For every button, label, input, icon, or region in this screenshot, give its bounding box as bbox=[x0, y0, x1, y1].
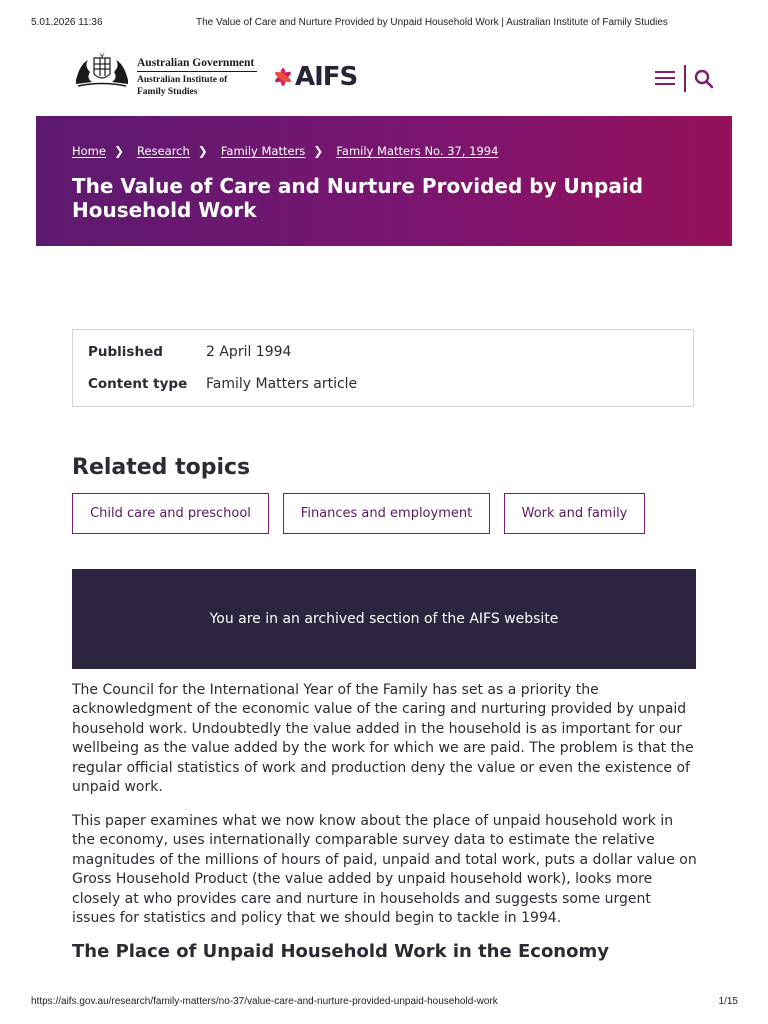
article-metadata bbox=[72, 329, 694, 407]
print-document-title: The Value of Care and Nurture Provided by Unpaid Household Work | Australian Institute of Family Studies bbox=[196, 17, 668, 28]
print-url: https://aifs.gov.au/research/family-matters/no-37/value-care-and-nurture-provided-unpaid-household-work bbox=[31, 996, 498, 1007]
published-label: Published bbox=[88, 344, 163, 360]
aifs-star-icon bbox=[272, 66, 294, 88]
archive-notice bbox=[72, 569, 696, 669]
archive-notice-text: You are in an archived section of the AIFS website bbox=[209, 611, 559, 627]
topic-child-care-button[interactable]: Child care and preschool bbox=[72, 493, 269, 534]
page-title: The Value of Care and Nurture Provided by Unpaid Household Work bbox=[72, 174, 644, 222]
body-paragraph: The Council for the International Year of the Family has set as a priority the acknowledgment of the economic value of the caring and nurturing provided by unpaid household work. Undoubtedly the value added in the household is as important for our wellbeing as the value added by the work for which we are paid. The problem is that the regular official statistics of work and production deny the value or even the existence of unpaid work. bbox=[72, 682, 694, 796]
aifs-wordmark: AIFS bbox=[295, 62, 358, 92]
aifs-logo[interactable] bbox=[272, 63, 357, 91]
header-divider bbox=[684, 65, 686, 92]
breadcrumb bbox=[72, 144, 498, 158]
related-topics-heading: Related topics bbox=[72, 455, 251, 480]
body-paragraph: This paper examines what we now know about the place of unpaid household work in the economy, uses internationally comparable survey data to estimate the relative magnitudes of the millions of hours of paid, unpaid and total work, puts a dollar value on Gross Household Product (the value added by unpaid household work), looks more closely at who provides care and nurture in households and suggests some urgent issues for statistics and policy that we should begin to tackle in 1994. bbox=[72, 813, 697, 927]
breadcrumb-issue[interactable]: Family Matters No. 37, 1994 bbox=[336, 144, 499, 158]
page-banner bbox=[36, 116, 732, 246]
search-icon[interactable] bbox=[694, 69, 714, 89]
breadcrumb-family-matters[interactable]: Family Matters bbox=[220, 144, 306, 158]
topic-work-family-button[interactable]: Work and family bbox=[504, 493, 645, 534]
site-header bbox=[0, 40, 768, 116]
chevron-right-icon: ❯ bbox=[113, 144, 125, 158]
print-datetime: 5.01.2026 11:36 bbox=[31, 17, 103, 28]
print-page-number: 1/15 bbox=[718, 996, 738, 1007]
chevron-right-icon: ❯ bbox=[197, 144, 208, 158]
section-heading: The Place of Unpaid Household Work in the Economy bbox=[72, 941, 609, 962]
coat-of-arms-icon bbox=[72, 50, 132, 90]
breadcrumb-research[interactable]: Research bbox=[137, 144, 190, 158]
chevron-right-icon: ❯ bbox=[313, 144, 324, 158]
hamburger-menu-button[interactable] bbox=[655, 71, 675, 87]
government-logo-text[interactable] bbox=[137, 57, 257, 98]
content-type-label: Content type bbox=[88, 376, 188, 392]
published-row bbox=[88, 344, 291, 360]
topic-finances-button[interactable]: Finances and employment bbox=[283, 493, 490, 534]
breadcrumb-home[interactable]: Home bbox=[72, 144, 106, 158]
content-type-row bbox=[88, 376, 357, 392]
agency-name: Australian Institute of Family Studies bbox=[137, 75, 228, 97]
content-type-value: Family Matters article bbox=[206, 376, 358, 392]
hamburger-menu-icon bbox=[655, 71, 675, 73]
published-value: 2 April 1994 bbox=[206, 344, 292, 360]
government-name: Australian Government bbox=[137, 57, 257, 72]
